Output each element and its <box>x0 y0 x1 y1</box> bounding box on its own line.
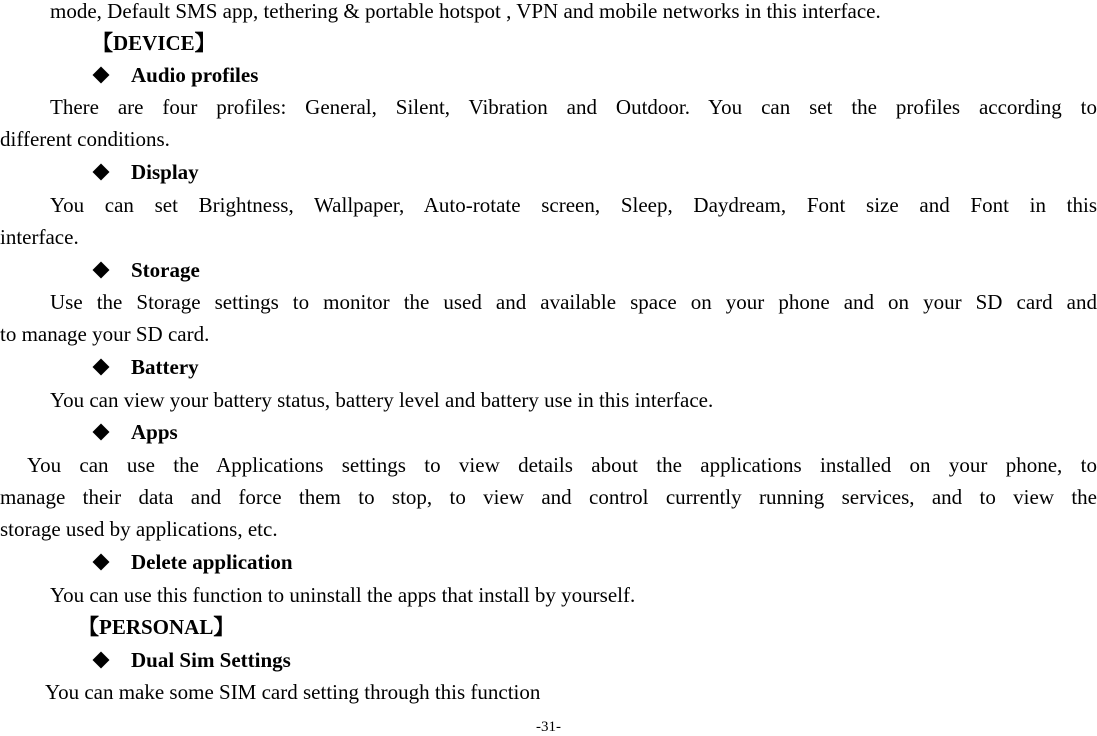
apps-text-2: manage their data and force them to stop, to view and control currently running services, and to view the <box>0 485 1097 509</box>
delete-application-text-1: You can use this function to uninstall the apps that install by yourself. <box>50 583 636 607</box>
intro-line: mode, Default SMS app, tethering & portable hotspot , VPN and mobile networks in this interface. <box>50 0 881 23</box>
bullet-diamond-icon <box>93 424 110 441</box>
device-section-heading: 【DEVICE】 <box>92 31 216 55</box>
storage-text-2: to manage your SD card. <box>0 322 210 346</box>
battery-text-1: You can view your battery status, battery level and battery use in this interface. <box>50 388 714 412</box>
audio-profiles-title: Audio profiles <box>131 63 259 87</box>
display-title: Display <box>131 160 199 184</box>
display-text-1: You can set Brightness, Wallpaper, Auto-rotate screen, Sleep, Daydream, Font size and Font in this <box>50 193 1097 217</box>
audio-profiles-text-1: There are four profiles: General, Silent, Vibration and Outdoor. You can set the profiles according to <box>50 95 1097 119</box>
delete-application-title: Delete application <box>131 550 293 574</box>
apps-text-3: storage used by applications, etc. <box>0 517 278 541</box>
bullet-diamond-icon <box>93 652 110 669</box>
bullet-diamond-icon <box>93 359 110 376</box>
bullet-diamond-icon <box>93 262 110 279</box>
display-text-2: interface. <box>0 225 79 249</box>
battery-title: Battery <box>131 355 199 379</box>
bullet-diamond-icon <box>93 67 110 84</box>
page-number: -31- <box>536 719 561 735</box>
dual-sim-settings-title: Dual Sim Settings <box>131 648 291 672</box>
audio-profiles-text-2: different conditions. <box>0 127 170 151</box>
personal-section-heading: 【PERSONAL】 <box>78 615 235 639</box>
apps-text-1: You can use the Applications settings to view details about the applications installed on your phone, to <box>27 453 1097 477</box>
bullet-diamond-icon <box>93 164 110 181</box>
apps-title: Apps <box>131 420 178 444</box>
bullet-diamond-icon <box>93 554 110 571</box>
storage-title: Storage <box>131 258 200 282</box>
dual-sim-settings-text-1: You can make some SIM card setting through this function <box>45 680 541 704</box>
storage-text-1: Use the Storage settings to monitor the used and available space on your phone and on your SD card and <box>50 290 1097 314</box>
